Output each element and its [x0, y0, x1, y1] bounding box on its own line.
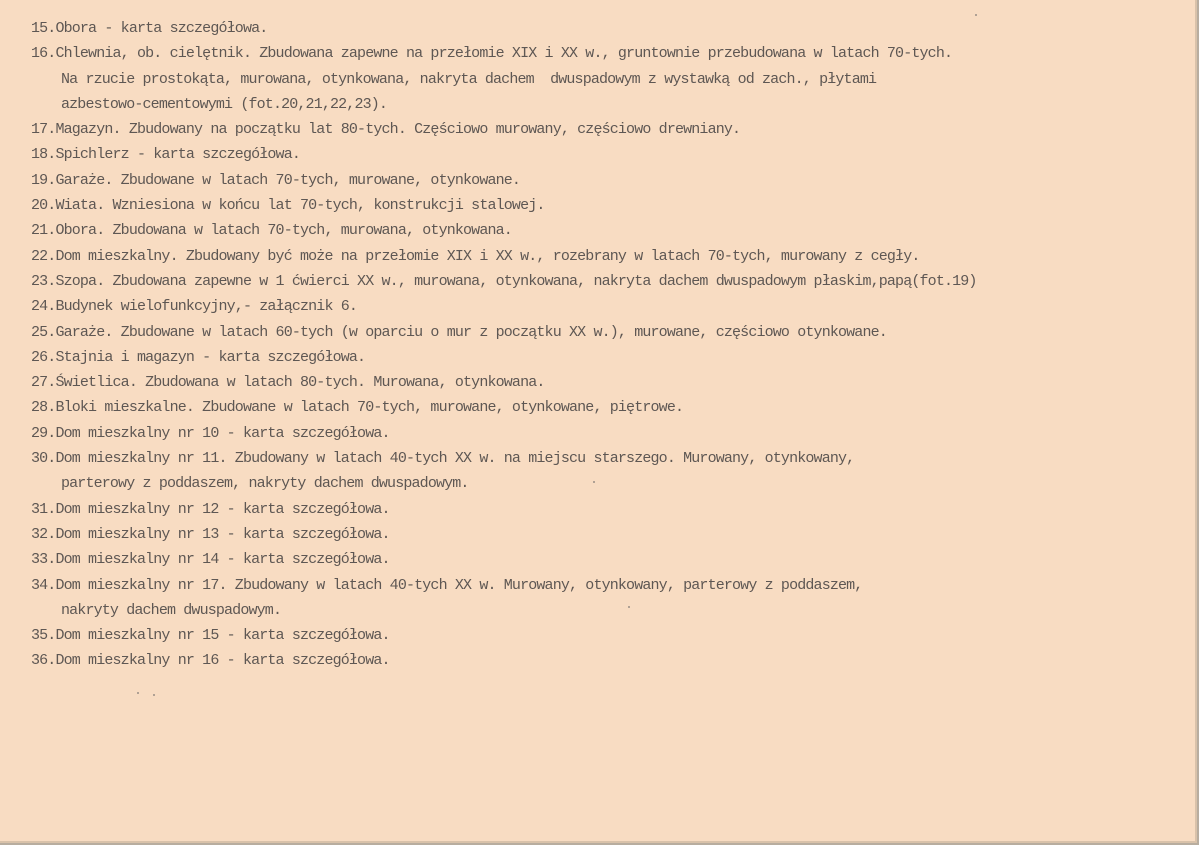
list-item: 28.Bloki mieszkalne. Zbudowane w latach 70-tych, murowane, otynkowane, piętrowe. [31, 399, 684, 417]
list-item: 31.Dom mieszkalny nr 12 - karta szczegółowa. [31, 500, 390, 518]
list-item: 25.Garaże. Zbudowane w latach 60-tych (w oparciu o mur z początku XX w.), murowane, częściowo otynkowane. [31, 323, 887, 341]
paper-speck [153, 694, 155, 696]
list-item: 35.Dom mieszkalny nr 15 - karta szczegółowa. [31, 627, 390, 645]
list-item: 16.Chlewnia, ob. cielętnik. Zbudowana zapewne na przełomie XIX i XX w., gruntownie przebudowana w latach 70-tych. [31, 45, 953, 63]
list-item: 29.Dom mieszkalny nr 10 - karta szczegółowa. [31, 424, 390, 442]
list-item: 33.Dom mieszkalny nr 14 - karta szczegółowa. [31, 551, 390, 569]
list-item: 18.Spichlerz - karta szczegółowa. [31, 146, 300, 164]
list-item: 34.Dom mieszkalny nr 17. Zbudowany w latach 40-tych XX w. Murowany, otynkowany, parterowy z poddaszem, [31, 576, 863, 594]
list-item: 23.Szopa. Zbudowana zapewne w 1 ćwierci XX w., murowana, otynkowana, nakryta dachem dwuspadowym płaskim,papą(fot.19) [31, 272, 977, 290]
building-list [31, 16, 977, 674]
list-item: 30.Dom mieszkalny nr 11. Zbudowany w latach 40-tych XX w. na miejscu starszego. Murowany, otynkowany, [31, 450, 855, 468]
paper-speck [137, 692, 139, 694]
list-item: 15.Obora - karta szczegółowa. [31, 20, 268, 37]
paper-speck [975, 14, 977, 16]
list-item: 32.Dom mieszkalny nr 13 - karta szczegółowa. [31, 525, 390, 543]
list-item: 27.Świetlica. Zbudowana w latach 80-tych. Murowana, otynkowana. [31, 374, 545, 392]
list-item-continuation: nakryty dachem dwuspadowym. [61, 601, 282, 619]
paper-speck [628, 606, 630, 608]
list-item: 24.Budynek wielofunkcyjny,- załącznik 6. [31, 298, 358, 316]
list-item: 26.Stajnia i magazyn - karta szczegółowa. [31, 348, 366, 366]
list-item-continuation: azbestowo-cementowymi (fot.20,21,22,23). [61, 95, 388, 113]
list-item: 22.Dom mieszkalny. Zbudowany być może na przełomie XIX i XX w., rozebrany w latach 70-tych, murowany z cegły. [31, 247, 920, 265]
list-item: 21.Obora. Zbudowana w latach 70-tych, murowana, otynkowana. [31, 222, 512, 240]
paper-speck [593, 481, 595, 483]
list-item: 20.Wiata. Wzniesiona w końcu lat 70-tych, konstrukcji stalowej. [31, 197, 545, 215]
list-item-continuation: parterowy z poddaszem, nakryty dachem dwuspadowym. [61, 475, 469, 493]
list-item-continuation: Na rzucie prostokąta, murowana, otynkowana, nakryta dachem dwuspadowym z wystawką od zach., płytami [61, 70, 877, 88]
list-item: 36.Dom mieszkalny nr 16 - karta szczegółowa. [31, 652, 390, 670]
list-item: 19.Garaże. Zbudowane w latach 70-tych, murowane, otynkowane. [31, 171, 521, 189]
list-item: 17.Magazyn. Zbudowany na początku lat 80-tych. Częściowo murowany, częściowo drewniany. [31, 121, 741, 139]
